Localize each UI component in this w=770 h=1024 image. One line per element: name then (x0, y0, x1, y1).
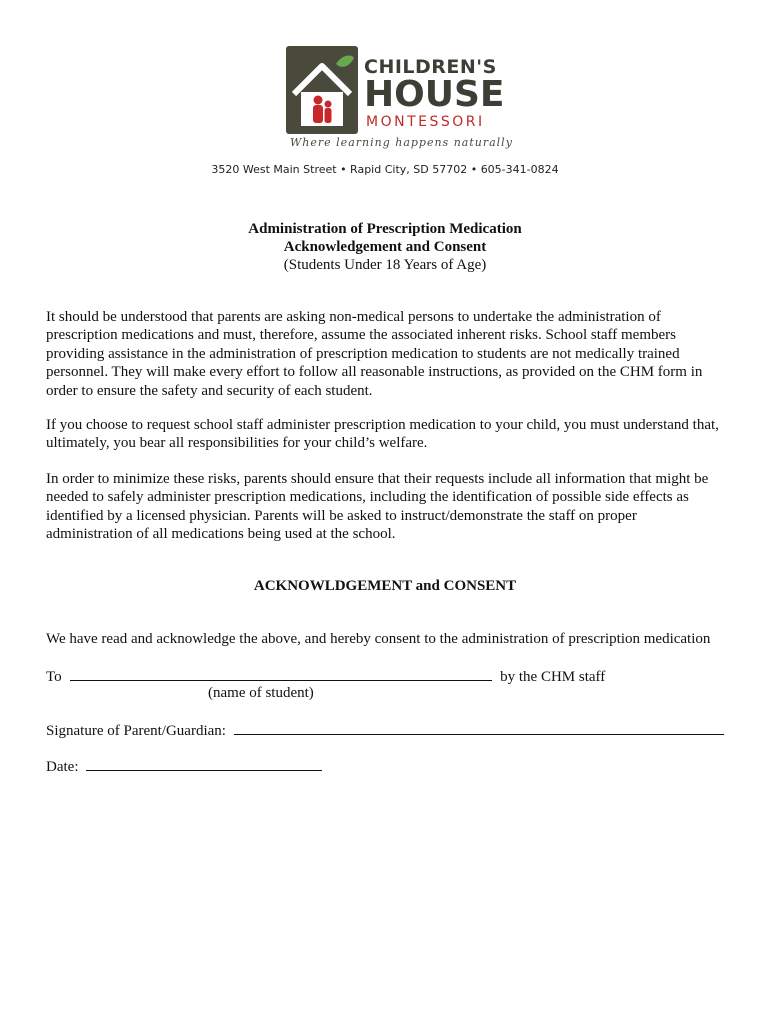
paragraph-line: order to ensure the safety and security of each student. (46, 382, 373, 399)
paragraph-line: needed to safely administer prescription medications, including the identification of possible side effects as (46, 489, 689, 506)
document-subtitle: Acknowledgement and Consent (283, 239, 487, 255)
signature-field[interactable] (234, 720, 724, 735)
paragraph-line: personnel. They will make every effort to follow all reasonable instructions, as provided on the CHM form in (46, 364, 703, 381)
date-field[interactable] (86, 756, 322, 771)
document-scope: (Students Under 18 Years of Age) (283, 257, 487, 273)
document-title: Administration of Prescription Medication (248, 221, 522, 237)
consent-statement: We have read and acknowledge the above, and hereby consent to the administration of prescription medication (46, 631, 711, 647)
paragraph-line: identified by a licensed physician. Parents will be asked to instruct/demonstrate the staff on proper (46, 507, 637, 524)
house-icon (286, 46, 358, 134)
logo-emblem (286, 46, 358, 134)
paragraph-line: prescription medications and must, therefore, assume the associated inherent risks. School staff members (46, 327, 676, 344)
school-logo (286, 46, 513, 154)
paragraph-line: ultimately, you bear all responsibilities for your child’s welfare. (46, 435, 428, 452)
paragraph-risk (46, 308, 736, 400)
paragraph-line: If you choose to request school staff administer prescription medication to your child, you must understand that, (46, 417, 719, 433)
logo-title-line1: CHILDREN'S (364, 56, 497, 78)
date-row (46, 756, 736, 776)
paragraph-line: administration of all medications being used at the school. (46, 526, 396, 543)
paragraph-minimize-risk (46, 470, 736, 544)
logo-title-line3: MONTESSORI (366, 114, 485, 130)
paragraph-line: In order to minimize these risks, parents should ensure that their requests include all information that might be (46, 471, 709, 487)
logo-tagline: Where learning happens naturally (290, 136, 513, 149)
school-address: 3520 West Main Street • Rapid City, SD 57702 • 605-341-0824 (211, 163, 559, 176)
section-title: ACKNOWLDGEMENT and CONSENT (253, 578, 517, 594)
paragraph-line: It should be understood that parents are asking non-medical persons to undertake the administration of (46, 309, 661, 325)
logo-title-line2: HOUSE (364, 74, 505, 115)
to-label: To (46, 669, 62, 685)
signature-label: Signature of Parent/Guardian: (46, 723, 226, 739)
paragraph-responsibility (46, 416, 736, 453)
signature-row (46, 720, 736, 740)
student-name-caption: (name of student) (208, 685, 314, 701)
to-suffix: by the CHM staff (500, 669, 606, 685)
student-name-field[interactable] (70, 666, 492, 681)
date-label: Date: (46, 759, 79, 775)
student-name-row (46, 666, 736, 686)
paragraph-line: providing assistance in the administration of prescription medication to students are not medically trained (46, 345, 680, 362)
